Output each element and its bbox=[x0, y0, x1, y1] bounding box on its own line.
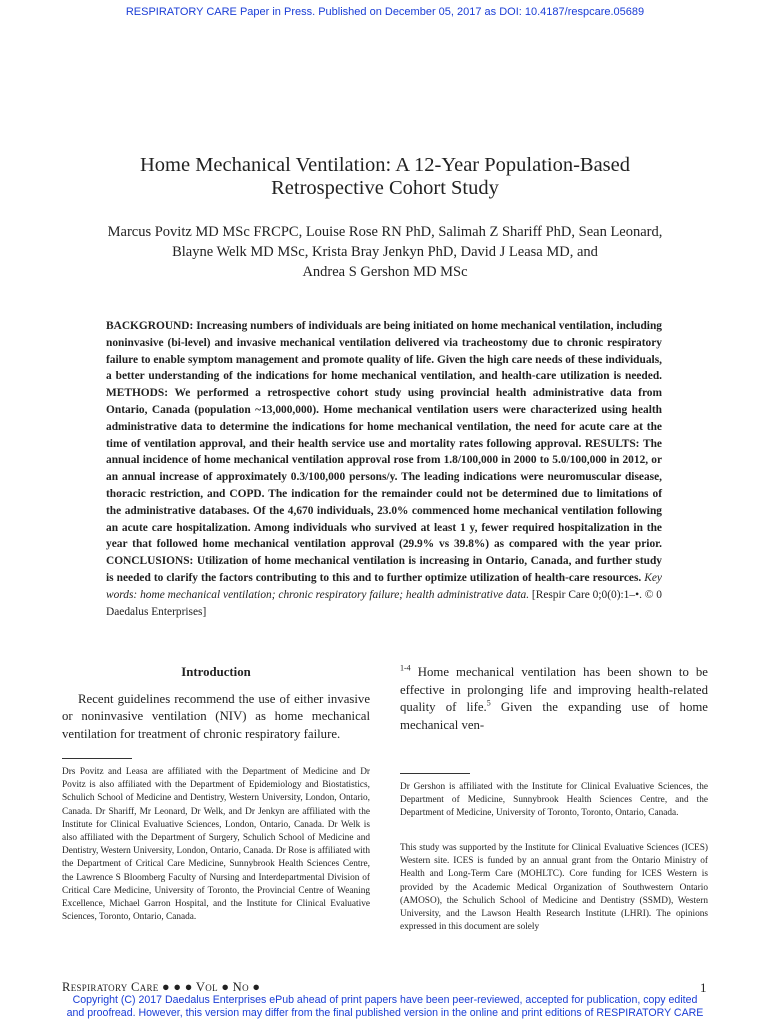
authors-line-1: Marcus Povitz MD MSc FRCPC, Louise Rose RN PhD, Salimah Z Shariff PhD, Sean Leonard, bbox=[107, 224, 663, 240]
introduction-paragraph-continued bbox=[400, 664, 708, 734]
footnote-divider-left bbox=[62, 758, 132, 759]
intro-cont-text: Home mechanical ventilation has been shown to be effective in prolonging life and improving health-related quality of life. bbox=[400, 665, 708, 715]
right-column bbox=[400, 664, 708, 734]
authors-line-2: Blayne Welk MD MSc, Krista Bray Jenkyn PhD, David J Leasa MD, and bbox=[172, 244, 598, 260]
keywords-label: Key words: bbox=[106, 571, 662, 601]
doi-banner[interactable]: RESPIRATORY CARE Paper in Press. Published on December 05, 2017 as DOI: 10.4187/respcare.05689 bbox=[125, 6, 645, 18]
page-number: 1 bbox=[700, 980, 707, 995]
copyright-line-1: Copyright (C) 2017 Daedalus Enterprises ePub ahead of print papers have been peer-reviewed, accepted for publication, copy edited bbox=[72, 994, 698, 1006]
copyright-notice bbox=[0, 994, 770, 1020]
conclusions-label: CONCLUSIONS: bbox=[106, 555, 194, 568]
introduction-paragraph-start: Recent guidelines recommend the use of either invasive or noninvasive ventilation (NIV) as home mechanical ventilation for treatment of chronic respiratory failure. bbox=[62, 691, 370, 741]
footnote-affiliations-right: Dr Gershon is affiliated with the Institute for Clinical Evaluative Sciences, the Department of Medicine, Sunnybrook Health Sciences Centre, and the Department of Medicine, University of Toronto, Toronto, Ontario, Canada. bbox=[400, 782, 708, 819]
background-text: Increasing numbers of individuals are being initiated on home mechanical ventilation, including noninvasive (bi-level) and invasive mechanical ventilation delivered via tracheostomy due to chronic respiratory failure to enable symptom management and promote quality of life. Given the high care needs of these individuals, a better understanding of the indications for home mechanical ventilation, and health-care utilization is needed. bbox=[106, 320, 662, 383]
title-line-1: Home Mechanical Ventilation: A 12-Year Population-Based bbox=[139, 154, 631, 176]
conclusions-text: Utilization of home mechanical ventilation is increasing in Ontario, Canada, and further study is needed to clarify the factors contributing to this and to further optimize utilization of health-care resources. bbox=[106, 555, 662, 584]
reference-5[interactable]: 5 bbox=[486, 698, 491, 708]
article-title bbox=[60, 154, 710, 200]
footnote-affiliations-left: Drs Povitz and Leasa are affiliated with the Department of Medicine and Dr Povitz is also affiliated with the Department of Epidemiology and Biostatistics, Schulich School of Medicine and Dentistry, Western University, London, Ontario, Canada. Dr Shariff, Mr Leonard, Dr Welk, and Dr Jenkyn are affiliated with the Institute for Clinical Evaluative Sciences, London, Ontario, Canada. Dr Welk is also affiliated with the Department of Surgery, Schulich School of Medicine and Dentistry, Western University, London, Ontario, Canada. Dr Rose is affiliated with the Department of Critical Care Medicine, Sunnybrook Health Sciences Centre, the Lawrence S Bloomberg Faculty of Nursing and Interdepartmental Division of Critical Care Medicine, University of Toronto, the Provincial Centre of Weaning Excellence, Michael Garron Hospital, and the Institute for Clinical Evaluative Sciences, Toronto, Ontario, Canada. bbox=[62, 767, 370, 923]
citation: [Respir Care 0;0(0):1–•. © 0 Daedalus Enterprises] bbox=[106, 588, 662, 618]
abstract bbox=[106, 318, 662, 620]
left-column bbox=[62, 664, 370, 743]
background-label: BACKGROUND: bbox=[106, 320, 194, 332]
copyright-line-2: and proofread. However, this version may differ from the final published version in the online and print editions of RESPIRATORY CARE bbox=[66, 1007, 704, 1019]
title-line-2: Retrospective Cohort Study bbox=[271, 177, 499, 199]
keywords-text: home mechanical ventilation; chronic respiratory failure; health administrative data. bbox=[140, 588, 530, 601]
authors-line-3: Andrea S Gershon MD MSc bbox=[302, 264, 468, 280]
intro-end-text: Given the expanding use of home mechanical ven- bbox=[400, 700, 708, 732]
reference-1-4[interactable]: 1-4 bbox=[400, 663, 411, 673]
results-label: RESULTS: bbox=[584, 437, 640, 450]
footnote-divider-right bbox=[400, 773, 470, 774]
methods-text: We performed a retrospective cohort study using provincial health administrative data from Ontario, Canada (population ~13,000,000). Home mechanical ventilation users were characterized using health administrative data to determine the indications for home mechanical ventilation, the need for acute care at the time of ventilation approval, and their health service use and mortality rates following approval. bbox=[106, 387, 662, 450]
methods-label: METHODS: bbox=[106, 387, 169, 400]
results-text: The annual incidence of home mechanical ventilation approval rose from 1.8/100,000 in 2000 to 5.0/100,000 in 2012, or an annual increase of approximately 0.3/100,000 persons/y. The leading indications were neuromuscular disease, thoracic restriction, and COPD. The indication for the remainder could not be determined due to limitations of the administrative databases. Of the 4,670 individuals, 23.0% commenced home mechanical ventilation following an acute care hospitalization. Among individuals who survived at least 1 y, fewer required hospitalization in the year that followed home mechanical ventilation approval (29.9% vs 39.8%) as compared with the year prior. bbox=[106, 437, 662, 551]
footnote-funding: This study was supported by the Institute for Clinical Evaluative Sciences (ICES) Western site. ICES is funded by an annual grant from the Ontario Ministry of Health and Long-Term Care (MOHLTC). Core funding for ICES Western is provided by the Academic Medical Organization of Southwestern Ontario (AMOSO), the Schulich School of Medicine and Dentistry (SSMD), Western University, and the Lawson Health Research Institute (LHRI). The opinions expressed in this document are solely bbox=[400, 843, 708, 933]
introduction-heading: Introduction bbox=[181, 665, 251, 679]
author-list bbox=[50, 222, 720, 282]
footer-journal-name: Respiratory Care ● ● ● Vol ● No ● bbox=[62, 980, 261, 994]
